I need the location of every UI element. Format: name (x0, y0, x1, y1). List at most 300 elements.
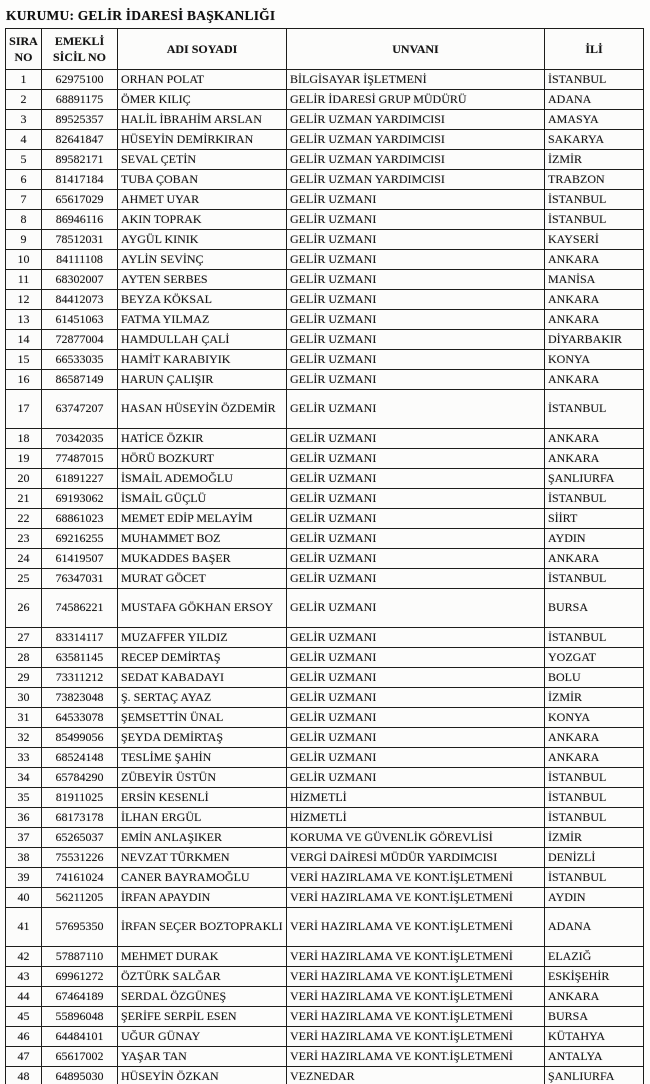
table-row (6, 947, 644, 967)
cell-ili: İZMİR (545, 828, 644, 848)
cell-ili: BURSA (545, 1007, 644, 1027)
cell-sicil-no: 62975100 (42, 70, 118, 90)
cell-sira-no: 19 (6, 449, 42, 469)
cell-unvani: VERİ HAZIRLAMA VE KONT.İŞLETMENİ (287, 967, 545, 987)
cell-adi-soyadi: TESLİME ŞAHİN (118, 748, 287, 768)
cell-unvani: GELİR İDARESİ GRUP MÜDÜRÜ (287, 90, 545, 110)
cell-ili: İSTANBUL (545, 390, 644, 429)
table-row (6, 668, 644, 688)
cell-adi-soyadi: AYGÜL KINIK (118, 230, 287, 250)
cell-sira-no: 48 (6, 1067, 42, 1084)
cell-sicil-no: 73311212 (42, 668, 118, 688)
table-row (6, 270, 644, 290)
cell-sira-no: 10 (6, 250, 42, 270)
table-row (6, 549, 644, 569)
cell-sicil-no: 84412073 (42, 290, 118, 310)
cell-adi-soyadi: EMİN ANLAŞIKER (118, 828, 287, 848)
cell-adi-soyadi: ŞEMSETTİN ÜNAL (118, 708, 287, 728)
cell-sicil-no: 65265037 (42, 828, 118, 848)
table-row (6, 210, 644, 230)
cell-adi-soyadi: İSMAİL ADEMOĞLU (118, 469, 287, 489)
cell-adi-soyadi: HAMDULLAH ÇALİ (118, 330, 287, 350)
cell-ili: ANKARA (545, 449, 644, 469)
cell-unvani: GELİR UZMANI (287, 210, 545, 230)
cell-ili: ANKARA (545, 987, 644, 1007)
cell-sira-no: 4 (6, 130, 42, 150)
column-header-line: SIRA (9, 33, 38, 48)
cell-sira-no: 1 (6, 70, 42, 90)
column-header-line: ADI SOYADI (166, 41, 238, 56)
cell-sicil-no: 81417184 (42, 170, 118, 190)
cell-sira-no: 5 (6, 150, 42, 170)
column-header-sicil-no (42, 29, 118, 70)
cell-adi-soyadi: ÖMER KILIÇ (118, 90, 287, 110)
cell-ili: ANKARA (545, 370, 644, 390)
cell-ili: ESKİŞEHİR (545, 967, 644, 987)
cell-adi-soyadi: AHMET UYAR (118, 190, 287, 210)
cell-sicil-no: 65617002 (42, 1047, 118, 1067)
cell-unvani: GELİR UZMANI (287, 230, 545, 250)
cell-sira-no: 33 (6, 748, 42, 768)
cell-ili: KÜTAHYA (545, 1027, 644, 1047)
cell-unvani: GELİR UZMANI (287, 628, 545, 648)
table-row (6, 90, 644, 110)
cell-ili: İSTANBUL (545, 628, 644, 648)
cell-ili: İSTANBUL (545, 569, 644, 589)
cell-sira-no: 16 (6, 370, 42, 390)
cell-sicil-no: 77487015 (42, 449, 118, 469)
cell-adi-soyadi: İRFAN APAYDIN (118, 888, 287, 908)
cell-sira-no: 30 (6, 688, 42, 708)
cell-unvani: KORUMA VE GÜVENLİK GÖREVLİSİ (287, 828, 545, 848)
cell-unvani: GELİR UZMANI (287, 589, 545, 628)
cell-unvani: GELİR UZMANI (287, 688, 545, 708)
cell-sicil-no: 83314117 (42, 628, 118, 648)
cell-sira-no: 11 (6, 270, 42, 290)
cell-ili: ADANA (545, 908, 644, 947)
table-row (6, 688, 644, 708)
cell-unvani: BİLGİSAYAR İŞLETMENİ (287, 70, 545, 90)
cell-unvani: HİZMETLİ (287, 788, 545, 808)
cell-unvani: GELİR UZMANI (287, 290, 545, 310)
cell-unvani: GELİR UZMANI (287, 370, 545, 390)
cell-unvani: GELİR UZMANI (287, 310, 545, 330)
cell-sira-no: 45 (6, 1007, 42, 1027)
cell-ili: ŞANLIURFA (545, 1067, 644, 1084)
cell-unvani: VERİ HAZIRLAMA VE KONT.İŞLETMENİ (287, 888, 545, 908)
cell-ili: İSTANBUL (545, 190, 644, 210)
cell-sira-no: 3 (6, 110, 42, 130)
cell-sira-no: 24 (6, 549, 42, 569)
cell-sicil-no: 68302007 (42, 270, 118, 290)
cell-ili: BOLU (545, 668, 644, 688)
column-header-adi-soyadi (118, 29, 287, 70)
cell-sicil-no: 86587149 (42, 370, 118, 390)
table-header (6, 29, 644, 70)
cell-sicil-no: 57695350 (42, 908, 118, 947)
cell-adi-soyadi: UĞUR GÜNAY (118, 1027, 287, 1047)
table-row (6, 728, 644, 748)
cell-sira-no: 38 (6, 848, 42, 868)
table-row (6, 110, 644, 130)
cell-ili: İSTANBUL (545, 788, 644, 808)
cell-unvani: VERİ HAZIRLAMA VE KONT.İŞLETMENİ (287, 1027, 545, 1047)
cell-sira-no: 6 (6, 170, 42, 190)
cell-unvani: GELİR UZMANI (287, 350, 545, 370)
cell-sicil-no: 68173178 (42, 808, 118, 828)
cell-ili: İSTANBUL (545, 808, 644, 828)
table-row (6, 987, 644, 1007)
cell-sicil-no: 67464189 (42, 987, 118, 1007)
cell-sicil-no: 68524148 (42, 748, 118, 768)
cell-ili: DENİZLİ (545, 848, 644, 868)
cell-ili: ANKARA (545, 549, 644, 569)
cell-sira-no: 18 (6, 429, 42, 449)
table-row (6, 888, 644, 908)
cell-sicil-no: 85499056 (42, 728, 118, 748)
table-row (6, 529, 644, 549)
cell-adi-soyadi: SERDAL ÖZGÜNEŞ (118, 987, 287, 1007)
cell-unvani: GELİR UZMANI (287, 728, 545, 748)
cell-sicil-no: 75531226 (42, 848, 118, 868)
cell-adi-soyadi: ÖZTÜRK SALĞAR (118, 967, 287, 987)
cell-unvani: VERİ HAZIRLAMA VE KONT.İŞLETMENİ (287, 947, 545, 967)
table-row (6, 1007, 644, 1027)
cell-adi-soyadi: AKIN TOPRAK (118, 210, 287, 230)
document-title: KURUMU: GELİR İDARESİ BAŞKANLIĞI (6, 8, 276, 23)
table-row (6, 628, 644, 648)
cell-sira-no: 32 (6, 728, 42, 748)
cell-sicil-no: 66533035 (42, 350, 118, 370)
cell-adi-soyadi: MUKADDES BAŞER (118, 549, 287, 569)
cell-adi-soyadi: HÜSEYİN ÖZKAN (118, 1067, 287, 1084)
cell-adi-soyadi: FATMA YILMAZ (118, 310, 287, 330)
cell-ili: İSTANBUL (545, 210, 644, 230)
cell-sicil-no: 84111108 (42, 250, 118, 270)
column-header-sira-no (6, 29, 42, 70)
table-row (6, 230, 644, 250)
table-row (6, 330, 644, 350)
cell-unvani: GELİR UZMANI (287, 190, 545, 210)
table-row (6, 648, 644, 668)
cell-unvani: VERİ HAZIRLAMA VE KONT.İŞLETMENİ (287, 868, 545, 888)
cell-unvani: HİZMETLİ (287, 808, 545, 828)
cell-ili: ANKARA (545, 290, 644, 310)
table-row (6, 250, 644, 270)
cell-unvani: GELİR UZMANI (287, 708, 545, 728)
cell-ili: SAKARYA (545, 130, 644, 150)
table-header-row (6, 29, 644, 70)
table-row (6, 509, 644, 529)
cell-adi-soyadi: SEDAT KABADAYI (118, 668, 287, 688)
cell-sira-no: 31 (6, 708, 42, 728)
cell-unvani: GELİR UZMAN YARDIMCISI (287, 130, 545, 150)
cell-adi-soyadi: İSMAİL GÜÇLÜ (118, 489, 287, 509)
cell-sira-no: 12 (6, 290, 42, 310)
table-row (6, 967, 644, 987)
cell-unvani: GELİR UZMANI (287, 270, 545, 290)
cell-sira-no: 44 (6, 987, 42, 1007)
table-row (6, 1067, 644, 1084)
cell-sira-no: 34 (6, 768, 42, 788)
cell-ili: ADANA (545, 90, 644, 110)
cell-adi-soyadi: SEVAL ÇETİN (118, 150, 287, 170)
cell-unvani: GELİR UZMANI (287, 429, 545, 449)
column-header-line: İLİ (585, 41, 603, 56)
cell-sira-no: 14 (6, 330, 42, 350)
cell-unvani: VERİ HAZIRLAMA VE KONT.İŞLETMENİ (287, 1047, 545, 1067)
cell-adi-soyadi: HAMİT KARABIYIK (118, 350, 287, 370)
cell-ili: İSTANBUL (545, 868, 644, 888)
column-header-line: EMEKLİ (54, 33, 105, 48)
column-header-ili (545, 29, 644, 70)
cell-adi-soyadi: HALİL İBRAHİM ARSLAN (118, 110, 287, 130)
cell-sicil-no: 69961272 (42, 967, 118, 987)
cell-sicil-no: 76347031 (42, 569, 118, 589)
cell-sira-no: 37 (6, 828, 42, 848)
cell-sicil-no: 63581145 (42, 648, 118, 668)
cell-unvani: GELİR UZMANI (287, 549, 545, 569)
table-row (6, 708, 644, 728)
table-row (6, 370, 644, 390)
cell-adi-soyadi: BEYZA KÖKSAL (118, 290, 287, 310)
cell-unvani: GELİR UZMANI (287, 509, 545, 529)
table-row (6, 569, 644, 589)
cell-sira-no: 21 (6, 489, 42, 509)
table-row (6, 310, 644, 330)
cell-sicil-no: 89582171 (42, 150, 118, 170)
cell-unvani: GELİR UZMANI (287, 529, 545, 549)
cell-sira-no: 17 (6, 390, 42, 429)
cell-unvani: GELİR UZMAN YARDIMCISI (287, 150, 545, 170)
cell-sicil-no: 65784290 (42, 768, 118, 788)
cell-unvani: GELİR UZMANI (287, 768, 545, 788)
table-row (6, 1027, 644, 1047)
cell-adi-soyadi: Ş. SERTAÇ AYAZ (118, 688, 287, 708)
cell-sicil-no: 57887110 (42, 947, 118, 967)
cell-sicil-no: 74586221 (42, 589, 118, 628)
cell-sira-no: 40 (6, 888, 42, 908)
cell-sicil-no: 68861023 (42, 509, 118, 529)
cell-ili: İSTANBUL (545, 70, 644, 90)
cell-unvani: GELİR UZMAN YARDIMCISI (287, 110, 545, 130)
cell-ili: AYDIN (545, 529, 644, 549)
cell-ili: ANKARA (545, 728, 644, 748)
cell-sicil-no: 70342035 (42, 429, 118, 449)
cell-ili: ANKARA (545, 310, 644, 330)
cell-adi-soyadi: NEVZAT TÜRKMEN (118, 848, 287, 868)
cell-unvani: GELİR UZMANI (287, 250, 545, 270)
cell-ili: DİYARBAKIR (545, 330, 644, 350)
table-row (6, 150, 644, 170)
cell-sicil-no: 72877004 (42, 330, 118, 350)
cell-sira-no: 35 (6, 788, 42, 808)
table-row (6, 748, 644, 768)
cell-sira-no: 20 (6, 469, 42, 489)
column-header-unvani (287, 29, 545, 70)
cell-sira-no: 29 (6, 668, 42, 688)
cell-ili: ANKARA (545, 748, 644, 768)
cell-sicil-no: 78512031 (42, 230, 118, 250)
table-row (6, 808, 644, 828)
cell-sira-no: 13 (6, 310, 42, 330)
table-row (6, 290, 644, 310)
cell-adi-soyadi: MUZAFFER YILDIZ (118, 628, 287, 648)
cell-adi-soyadi: MEMET EDİP MELAYİM (118, 509, 287, 529)
cell-sicil-no: 63747207 (42, 390, 118, 429)
cell-adi-soyadi: İRFAN SEÇER BOZTOPRAKLI (118, 908, 287, 947)
table-row (6, 390, 644, 429)
cell-sira-no: 7 (6, 190, 42, 210)
table-row (6, 768, 644, 788)
cell-adi-soyadi: ŞEYDA DEMİRTAŞ (118, 728, 287, 748)
cell-ili: AMASYA (545, 110, 644, 130)
cell-sira-no: 27 (6, 628, 42, 648)
table-row (6, 788, 644, 808)
cell-unvani: GELİR UZMANI (287, 390, 545, 429)
cell-sicil-no: 81911025 (42, 788, 118, 808)
cell-unvani: GELİR UZMAN YARDIMCISI (287, 170, 545, 190)
table-row (6, 190, 644, 210)
cell-unvani: GELİR UZMANI (287, 648, 545, 668)
table-row (6, 449, 644, 469)
cell-adi-soyadi: MUHAMMET BOZ (118, 529, 287, 549)
cell-adi-soyadi: HATİCE ÖZKIR (118, 429, 287, 449)
table-row (6, 469, 644, 489)
cell-ili: ANTALYA (545, 1047, 644, 1067)
cell-unvani: GELİR UZMANI (287, 330, 545, 350)
cell-sicil-no: 61419507 (42, 549, 118, 569)
table-row (6, 828, 644, 848)
cell-ili: KONYA (545, 708, 644, 728)
cell-sira-no: 23 (6, 529, 42, 549)
cell-adi-soyadi: MEHMET DURAK (118, 947, 287, 967)
cell-adi-soyadi: MURAT GÖCET (118, 569, 287, 589)
cell-sicil-no: 68891175 (42, 90, 118, 110)
table-row (6, 868, 644, 888)
cell-unvani: GELİR UZMANI (287, 489, 545, 509)
cell-sira-no: 2 (6, 90, 42, 110)
table-row (6, 350, 644, 370)
table-row (6, 848, 644, 868)
table-row (6, 130, 644, 150)
cell-unvani: VERİ HAZIRLAMA VE KONT.İŞLETMENİ (287, 987, 545, 1007)
column-header-line: NO (14, 50, 33, 64)
cell-ili: AYDIN (545, 888, 644, 908)
cell-sira-no: 26 (6, 589, 42, 628)
cell-adi-soyadi: AYTEN SERBES (118, 270, 287, 290)
cell-adi-soyadi: İLHAN ERGÜL (118, 808, 287, 828)
cell-unvani: GELİR UZMANI (287, 748, 545, 768)
cell-unvani: GELİR UZMANI (287, 449, 545, 469)
cell-adi-soyadi: TUBA ÇOBAN (118, 170, 287, 190)
table-body (6, 70, 644, 1084)
cell-ili: BURSA (545, 589, 644, 628)
cell-ili: İZMİR (545, 688, 644, 708)
cell-ili: YOZGAT (545, 648, 644, 668)
cell-sira-no: 36 (6, 808, 42, 828)
table-row (6, 589, 644, 628)
column-header-line: SİCİL NO (52, 50, 107, 64)
cell-adi-soyadi: ORHAN POLAT (118, 70, 287, 90)
cell-adi-soyadi: AYLİN SEVİNÇ (118, 250, 287, 270)
cell-adi-soyadi: ŞERİFE SERPİL ESEN (118, 1007, 287, 1027)
cell-sicil-no: 65617029 (42, 190, 118, 210)
cell-sicil-no: 89525357 (42, 110, 118, 130)
cell-sicil-no: 64533078 (42, 708, 118, 728)
cell-sicil-no: 55896048 (42, 1007, 118, 1027)
cell-sicil-no: 64895030 (42, 1067, 118, 1084)
cell-sira-no: 15 (6, 350, 42, 370)
cell-adi-soyadi: CANER BAYRAMOĞLU (118, 868, 287, 888)
cell-sira-no: 22 (6, 509, 42, 529)
cell-ili: KAYSERİ (545, 230, 644, 250)
cell-ili: İZMİR (545, 150, 644, 170)
cell-ili: ANKARA (545, 429, 644, 449)
cell-ili: ANKARA (545, 250, 644, 270)
cell-sicil-no: 74161024 (42, 868, 118, 888)
cell-sicil-no: 61891227 (42, 469, 118, 489)
cell-unvani: VERGİ DAİRESİ MÜDÜR YARDIMCISI (287, 848, 545, 868)
cell-sicil-no: 69216255 (42, 529, 118, 549)
cell-ili: İSTANBUL (545, 768, 644, 788)
cell-sira-no: 47 (6, 1047, 42, 1067)
cell-sira-no: 43 (6, 967, 42, 987)
cell-sira-no: 39 (6, 868, 42, 888)
cell-adi-soyadi: HARUN ÇALIŞIR (118, 370, 287, 390)
cell-adi-soyadi: YAŞAR TAN (118, 1047, 287, 1067)
table-row (6, 908, 644, 947)
cell-sicil-no: 82641847 (42, 130, 118, 150)
cell-adi-soyadi: MUSTAFA GÖKHAN ERSOY (118, 589, 287, 628)
cell-adi-soyadi: RECEP DEMİRTAŞ (118, 648, 287, 668)
cell-sira-no: 25 (6, 569, 42, 589)
cell-sicil-no: 56211205 (42, 888, 118, 908)
cell-adi-soyadi: ZÜBEYİR ÜSTÜN (118, 768, 287, 788)
table-row (6, 1047, 644, 1067)
cell-adi-soyadi: HASAN HÜSEYİN ÖZDEMİR (118, 390, 287, 429)
cell-unvani: VEZNEDAR (287, 1067, 545, 1084)
cell-sira-no: 9 (6, 230, 42, 250)
cell-unvani: GELİR UZMANI (287, 569, 545, 589)
cell-adi-soyadi: HÖRÜ BOZKURT (118, 449, 287, 469)
cell-unvani: GELİR UZMANI (287, 469, 545, 489)
cell-sira-no: 28 (6, 648, 42, 668)
cell-ili: KONYA (545, 350, 644, 370)
personnel-table (5, 28, 644, 1084)
cell-ili: ŞANLIURFA (545, 469, 644, 489)
cell-sicil-no: 86946116 (42, 210, 118, 230)
cell-sira-no: 46 (6, 1027, 42, 1047)
cell-sicil-no: 69193062 (42, 489, 118, 509)
cell-sicil-no: 73823048 (42, 688, 118, 708)
cell-unvani: VERİ HAZIRLAMA VE KONT.İŞLETMENİ (287, 1007, 545, 1027)
cell-ili: İSTANBUL (545, 489, 644, 509)
table-row (6, 70, 644, 90)
cell-unvani: VERİ HAZIRLAMA VE KONT.İŞLETMENİ (287, 908, 545, 947)
cell-ili: TRABZON (545, 170, 644, 190)
cell-sicil-no: 61451063 (42, 310, 118, 330)
cell-ili: MANİSA (545, 270, 644, 290)
cell-ili: ELAZIĞ (545, 947, 644, 967)
cell-adi-soyadi: HÜSEYİN DEMİRKIRAN (118, 130, 287, 150)
cell-adi-soyadi: ERSİN KESENLİ (118, 788, 287, 808)
cell-sicil-no: 64484101 (42, 1027, 118, 1047)
cell-sira-no: 41 (6, 908, 42, 947)
table-row (6, 489, 644, 509)
cell-sira-no: 8 (6, 210, 42, 230)
table-row (6, 170, 644, 190)
